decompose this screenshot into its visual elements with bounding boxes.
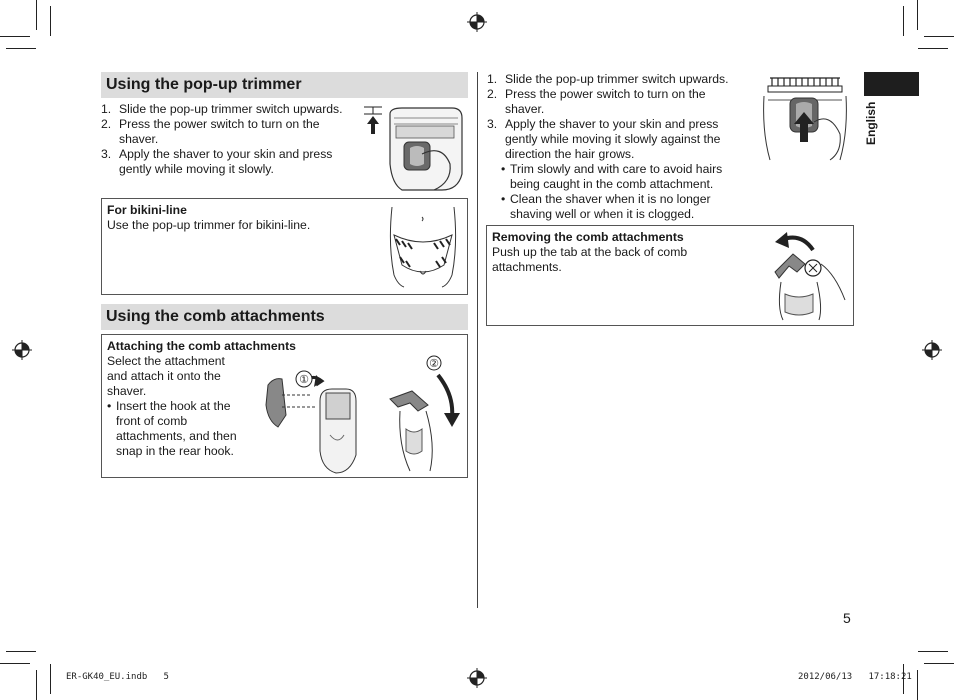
page-number: 5 (843, 610, 851, 626)
remove-comb-illustration (765, 228, 847, 322)
list-item: 2. Press the power switch to turn on the shaver. (101, 117, 320, 146)
attaching-comb-title: Attaching the comb attachments (107, 339, 296, 353)
footer-datetime: 2012/06/13 17:18:21 (798, 672, 912, 682)
language-tab (864, 72, 919, 96)
removing-comb-title: Removing the comb attachments (492, 230, 684, 244)
step-mark-2: ② (429, 358, 439, 370)
registration-mark-icon (467, 12, 487, 32)
bikini-line-illustration (384, 205, 462, 287)
step-mark-1: ① (299, 374, 309, 386)
column-divider (477, 72, 478, 608)
section-title-popup-trimmer: Using the pop-up trimmer (101, 72, 468, 98)
registration-mark-icon (922, 340, 942, 360)
comb-trimming-illustration (760, 72, 852, 162)
registration-mark-icon (12, 340, 32, 360)
list-item: • Clean the shaver when it is no longer shaving well or when it is clogged. (501, 192, 731, 222)
bikini-line-box (101, 198, 468, 295)
section-title-comb-attachments: Using the comb attachments (101, 304, 468, 330)
removing-comb-text: Push up the tab at the back of comb attachments. (492, 245, 688, 274)
list-item: 3. Apply the shaver to your skin and press gently while moving it slowly against the direction the hair grows. (487, 117, 721, 161)
right-steps-list (487, 72, 737, 162)
list-item: 1. Slide the pop-up trimmer switch upwards. (487, 72, 729, 86)
attaching-comb-box (101, 334, 468, 478)
attaching-comb-text: Select the attachment and attach it onto the shaver. (107, 354, 225, 398)
list-item: 3. Apply the shaver to your skin and press gently while moving it slowly. (101, 147, 333, 176)
list-item: 1. Slide the pop-up trimmer switch upwards. (101, 102, 343, 116)
list-item: 2. Press the power switch to turn on the shaver. (487, 87, 706, 116)
attaching-comb-bullet: • Insert the hook at the front of comb attachments, and then snap in the rear hook. (107, 399, 246, 459)
popup-steps-list (101, 102, 353, 177)
language-label: English (864, 101, 878, 145)
bikini-line-title: For bikini-line (107, 203, 187, 217)
removing-comb-box (486, 225, 854, 326)
right-bullets (501, 162, 731, 222)
attach-comb-illustration (260, 355, 470, 475)
registration-mark-icon (467, 668, 487, 688)
list-item: • Trim slowly and with care to avoid hairs being caught in the comb attachment. (501, 162, 731, 192)
popup-trimmer-illustration (362, 104, 466, 192)
bikini-line-text: Use the pop-up trimmer for bikini-line. (107, 218, 311, 232)
footer-file: ER-GK40_EU.indb 5 (66, 672, 169, 682)
